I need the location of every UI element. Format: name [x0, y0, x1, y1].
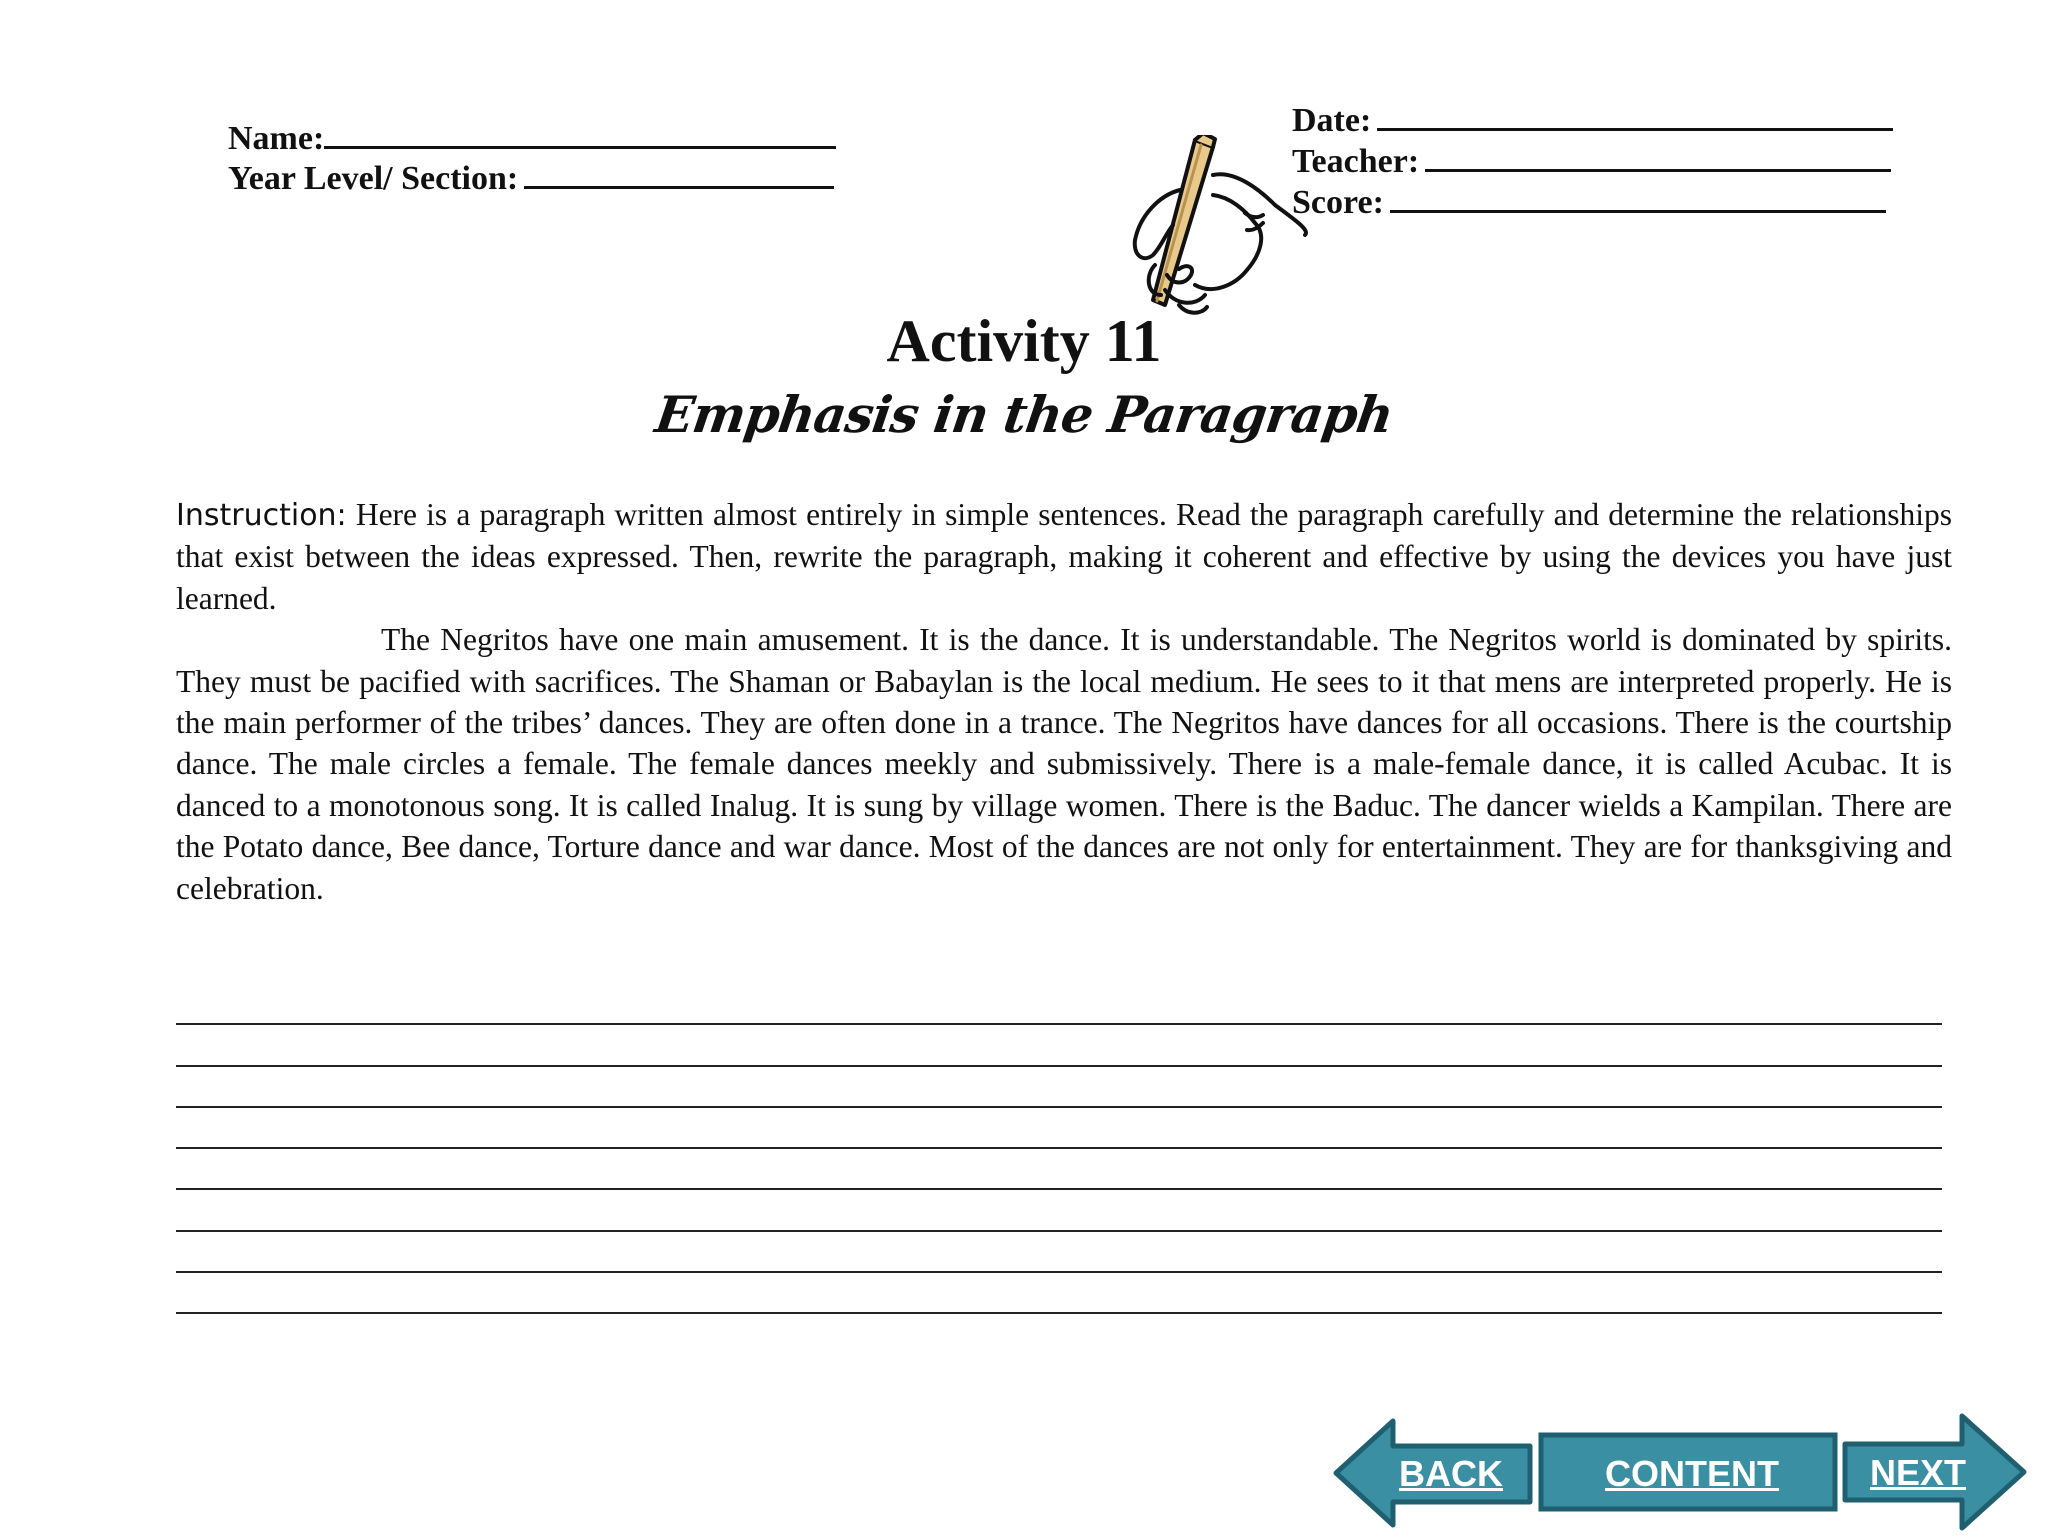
name-blank[interactable] [324, 118, 836, 149]
name-field [228, 118, 836, 159]
answer-line[interactable] [176, 1067, 1942, 1108]
back-button-label: BACK [1399, 1453, 1503, 1494]
content-button-label: CONTENT [1605, 1453, 1779, 1494]
answer-line[interactable] [176, 1190, 1942, 1231]
teacher-field [1292, 141, 1891, 182]
teacher-blank[interactable] [1425, 141, 1891, 172]
score-field [1292, 182, 1886, 223]
date-label: Date: [1292, 102, 1372, 139]
year-section-field [228, 158, 834, 199]
source-paragraph: The Negritos have one main amusement. It is the dance. It is understandable. The Negritos world is dominated by spirits. They must be pacified with sacrifices. The Shaman or Babaylan is the local medium. He sees to it that mens are interpreted properly. He is the main performer of the tribes’ dances. They are often done in a trance. The Negritos have dances for all occasions. There is the courtship dance. The male circles a female. The female dances meekly and submissively. There is a male-female dance, it is called Acubac. It is danced to a monotonous song. It is called Inalug. It is sung by village women. There is the Baduc. The dancer wields a Kampilan. There are the Potato dance, Bee dance, Torture dance and war dance. Most of the dances are not only for entertainment. They are for thanksgiving and celebration. [176, 622, 1952, 906]
date-field [1292, 100, 1893, 141]
instruction-text: Here is a paragraph written almost entirely in simple sentences. Read the paragraph carefully and determine the relationships that exist between the ideas expressed. Then, rewrite the paragraph, making it coherent and effective by using the devices you have just learned. [176, 497, 1952, 616]
date-blank[interactable] [1377, 100, 1893, 131]
answer-line[interactable] [176, 1149, 1942, 1190]
content-button[interactable] [1538, 1432, 1838, 1512]
answer-line[interactable] [176, 1108, 1942, 1149]
answer-line[interactable] [176, 1232, 1942, 1273]
answer-line[interactable] [176, 1025, 1942, 1066]
next-button-label: NEXT [1870, 1452, 1967, 1493]
back-button[interactable] [1333, 1418, 1533, 1528]
instruction-label: Instruction: [176, 498, 347, 533]
answer-lines [176, 984, 1942, 1314]
year-section-blank[interactable] [524, 158, 834, 189]
answer-line[interactable] [176, 984, 1942, 1025]
year-section-label: Year Level/ Section: [228, 160, 519, 197]
next-button[interactable] [1842, 1412, 2027, 1532]
score-blank[interactable] [1390, 182, 1886, 213]
name-label: Name: [228, 120, 325, 157]
activity-body [176, 494, 1952, 909]
score-label: Score: [1292, 184, 1384, 221]
activity-title: Activity 11 [886, 308, 1162, 374]
answer-line[interactable] [176, 1273, 1942, 1314]
activity-subtitle: Emphasis in the Paragraph [651, 385, 1397, 444]
teacher-label: Teacher: [1292, 143, 1420, 180]
pen-hand-icon [1095, 135, 1315, 320]
instruction-block [176, 494, 1952, 619]
